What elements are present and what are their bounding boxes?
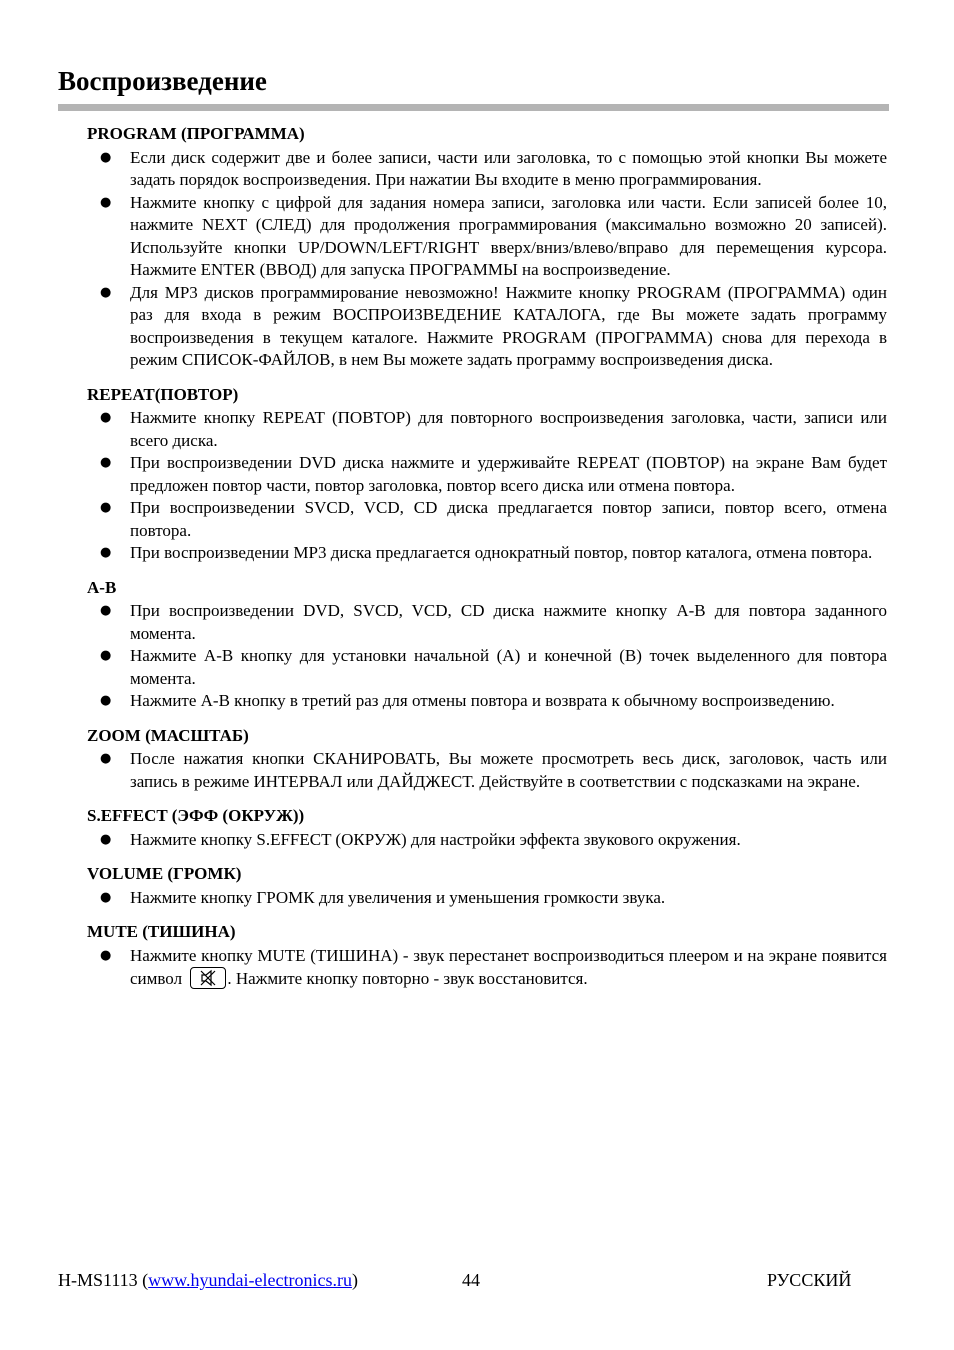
bullet-list-repeat: [87, 407, 887, 565]
section-repeat: [87, 384, 887, 565]
footer-website-link[interactable]: www.hyundai-electronics.ru: [148, 1270, 352, 1290]
bullet-icon: ●: [100, 947, 112, 963]
bullet-icon: ●: [100, 545, 112, 560]
mute-text-after: . Нажмите кнопку повторно - звук восстановится.: [227, 969, 588, 988]
section-heading-zoom: ZOOM (МАСШТАБ): [87, 725, 249, 745]
list-item: [87, 945, 887, 991]
mute-text-before: Нажмите кнопку MUTE (ТИШИНА) - звук перестанет воспроизводиться плеером и на экране появится символ: [130, 945, 887, 988]
list-item: [87, 192, 887, 282]
bullet-list-seffect: [87, 829, 887, 852]
list-item-text: После нажатия кнопки СКАНИРОВАТЬ, Вы можете просмотреть весь диск, заголовок, часть или запись в режиме ИНТЕРВАЛ или ДАЙДЖЕСТ. Действуйте в соответствии с подсказками на экране.: [130, 749, 887, 791]
list-item-text: Нажмите кнопку с цифрой для задания номера записи, заголовка или части. Если записей более 10, нажмите NEXT (СЛЕД) для продолжения программирования (максимально возможно 20 записей). Используйте кнопки UP/DOWN/LEFT/RIGHT вверх/вниз/влево/вправо для перемещения курсора. Нажмите ENTER (ВВОД) для запуска ПРОГРАММЫ на воспроизведение.: [130, 192, 887, 279]
page-title: Воспроизведение: [58, 66, 267, 96]
bullet-icon: ●: [100, 455, 112, 470]
section-heading-ab: A-B: [87, 577, 117, 597]
footer-model-close: ): [351, 1270, 358, 1290]
list-item-text: Нажмите A-B кнопку в третий раз для отмены повтора и возврата к обычному воспроизведению.: [130, 691, 835, 710]
bullet-icon: ●: [100, 500, 112, 515]
sections-container: [87, 123, 887, 909]
list-item: [87, 600, 887, 645]
bullet-icon: ●: [100, 751, 112, 766]
bullet-icon: ●: [100, 149, 112, 165]
bullet-list-program: [87, 147, 887, 372]
list-item: [87, 407, 887, 452]
bullet-list-zoom: [87, 748, 887, 793]
section-heading-volume: VOLUME (ГРОМК): [87, 864, 242, 883]
list-item: [87, 147, 887, 192]
list-item-text: Нажмите кнопку ГРОМК для увеличения и уменьшения громкости звука.: [130, 887, 666, 907]
bullet-list-volume: [87, 887, 887, 910]
list-item-text: Если диск содержит две и более записи, части или заголовка, то с помощью этой кнопки Вы можете задать порядок воспроизведения. При нажатии Вы входите в меню программирования.: [130, 147, 887, 189]
section-zoom: [87, 725, 887, 794]
list-item: [87, 645, 887, 690]
list-item-text: Для MP3 дисков программирование невозможно! Нажмите кнопку PROGRAM (ПРОГРАММА) один раз для входа в режим ВОСПРОИЗВЕДЕНИЕ КАТАЛОГА, где Вы можете задать программу воспроизведения в текущем каталоге. Нажмите PROGRAM (ПРОГРАММА) снова для перехода в режим СПИСОК-ФАЙЛОВ, в нем Вы можете задать программу воспроизведения диска.: [130, 282, 887, 369]
bullet-list-ab: [87, 600, 887, 713]
bullet-icon: ●: [100, 693, 112, 708]
section-heading-seffect: S.EFFECT (ЭФФ (ОКРУЖ)): [87, 806, 305, 825]
section-heading-program: PROGRAM (ПРОГРАММА): [87, 124, 305, 143]
section-volume: [87, 863, 887, 909]
section-heading-repeat: REPEAT(ПОВТОР): [87, 384, 239, 404]
bullet-icon: ●: [100, 648, 112, 663]
bullet-icon: ●: [100, 410, 112, 425]
list-item: [87, 690, 887, 713]
bullet-icon: ●: [100, 603, 112, 618]
title-rule: [58, 104, 889, 111]
section-seffect: [87, 805, 887, 851]
list-item: [87, 887, 887, 910]
section-ab: [87, 577, 887, 713]
list-item: [87, 829, 887, 852]
mute-speaker-icon: [190, 967, 226, 989]
list-item: [87, 452, 887, 497]
bullet-icon: ●: [100, 831, 112, 847]
list-item: [87, 542, 887, 565]
list-item: [87, 748, 887, 793]
footer-model-text: H-MS1113 (: [58, 1270, 149, 1290]
list-item-text: При воспроизведении SVCD, VCD, CD диска предлагается повтор записи, повтор всего, отмена повтора.: [130, 498, 887, 540]
list-item: [87, 282, 887, 372]
bullet-icon: ●: [100, 284, 112, 300]
bullet-icon: ●: [100, 194, 112, 210]
bullet-icon: ●: [100, 889, 112, 905]
footer-model: [58, 1269, 358, 1291]
list-item-text: При воспроизведении DVD, SVCD, VCD, CD диска нажмите кнопку A-B для повтора заданного момента.: [130, 601, 887, 643]
footer-language: РУССКИЙ: [767, 1270, 852, 1290]
list-item-text: Нажмите A-B кнопку для установки начальной (A) и конечной (B) точек выделенного для повтора момента.: [130, 646, 887, 688]
list-item-text: При воспроизведении DVD диска нажмите и удерживайте REPEAT (ПОВТОР) на экране Вам будет предложен повтор части, повтор заголовка, повтор всего диска или отмена повтора.: [130, 453, 887, 495]
section-program: [87, 123, 887, 372]
list-item-text: Нажмите кнопку REPEAT (ПОВТОР) для повторного воспроизведения заголовка, части, записи или всего диска.: [130, 408, 887, 450]
content: [87, 123, 887, 1003]
section-mute: [87, 921, 887, 991]
footer-page-number: 44: [462, 1270, 480, 1290]
bullet-list-mute: [87, 945, 887, 991]
list-item-text: При воспроизведении MP3 диска предлагается однократный повтор, повтор каталога, отмена повтора.: [130, 543, 873, 562]
section-heading-mute: MUTE (ТИШИНА): [87, 922, 236, 941]
list-item: [87, 497, 887, 542]
list-item-text: Нажмите кнопку S.EFFECT (ОКРУЖ) для настройки эффекта звукового окружения.: [130, 829, 741, 849]
